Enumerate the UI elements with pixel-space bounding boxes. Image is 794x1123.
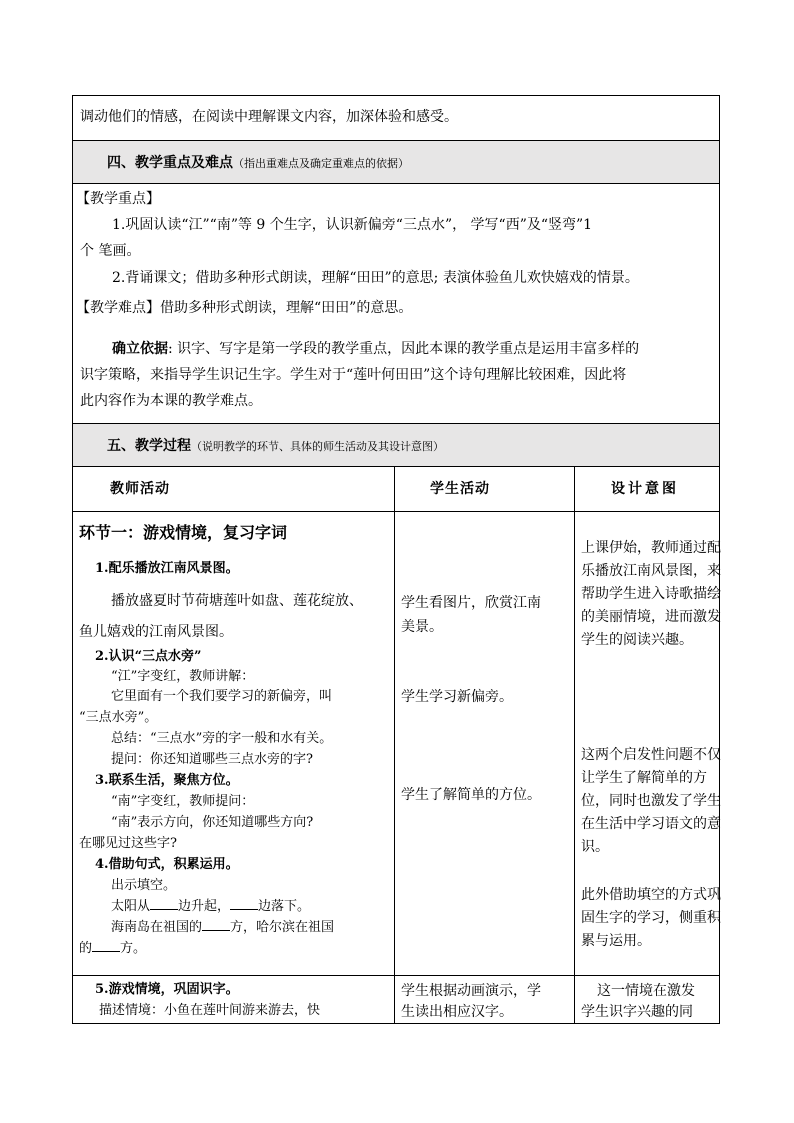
header-student: 学生活动 <box>430 481 490 497</box>
segment-title: 环节一：游戏情境，复习字词 <box>79 523 288 542</box>
step2-line5: 提问：你还知道哪些三点水旁的字? <box>111 752 313 767</box>
key-point-1b: 个 笔画。 <box>80 243 141 259</box>
fill-blank-sentence-2: 海南岛在祖国的 方，哈尔滨在祖国 <box>111 920 335 935</box>
difficulty-label: 【教学难点】 <box>76 300 160 316</box>
column-divider-2 <box>574 466 575 1024</box>
section4-content <box>72 183 720 424</box>
step2-title: 2.认识“三点水旁” <box>95 649 202 664</box>
table-body <box>72 511 720 976</box>
basis-line-3: 此内容作为本课的教学难点。 <box>80 393 262 409</box>
step1-text-a: 播放盛夏时节荷塘莲叶如盘、莲花绽放、 <box>111 593 363 609</box>
step5-line1: 描述情境：小鱼在莲叶间游来游去，快 <box>99 1003 321 1018</box>
step1-title: 1.配乐播放江南风景图。 <box>95 561 239 576</box>
blank-4 <box>92 939 120 952</box>
intro-row <box>72 95 720 141</box>
step3-line2: “南”表示方向，你还知道哪些方向? <box>111 815 314 830</box>
student-activity-2: 学生学习新偏旁。 <box>401 689 513 705</box>
student-activity-3: 学生了解简单的方位。 <box>401 787 541 803</box>
section5-heading: 五、教学过程（说明教学的环节、具体的师生活动及其设计意图） <box>107 438 444 454</box>
step2-line2: 它里面有一个我们要学习的新偏旁，叫 <box>111 689 333 704</box>
step2-line1: “江”字变红，教师讲解： <box>111 669 255 684</box>
table-body-2 <box>72 975 720 1024</box>
fill-blank-sentence-1: 太阳从 边升起， 边落下。 <box>111 899 311 914</box>
step3-line1: “南”字变红，教师提问： <box>111 794 255 809</box>
section4-heading: 四、教学重点及难点（指出重难点及确定重难点的依据） <box>107 155 409 171</box>
key-point-1a: 1.巩固认读“江”“南”等 9 个生字，认识新偏旁“三点水”， 学写“西”及“竖弯”1 <box>112 217 593 233</box>
difficulty <box>76 297 412 319</box>
section5-heading-row <box>72 423 720 467</box>
step1-text-b: 鱼儿嬉戏的江南风景图。 <box>79 624 233 640</box>
intro-text: 调动他们的情感，在阅读中理解课文内容，加深体验和感受。 <box>80 109 458 125</box>
difficulty-text: 借助多种形式朗读，理解“田田”的意思。 <box>160 300 413 316</box>
step2-line3: “三点水旁”。 <box>79 710 158 725</box>
step4-title: 4.借助句式，积累运用。 <box>95 857 239 872</box>
step3-title: 3.联系生活，聚焦方位。 <box>95 773 239 788</box>
step2-line4: 总结：“三点水”旁的字一般和水有关。 <box>111 731 333 746</box>
student-activity-1b: 美景。 <box>401 619 443 635</box>
section5-note: （说明教学的环节、具体的师生活动及其设计意图） <box>191 440 444 453</box>
student-activity-1a: 学生看图片，欣赏江南 <box>401 595 541 611</box>
design-intent-4a: 这一情境在激发 <box>597 983 695 999</box>
section4-note: （指出重难点及确定重难点的依据） <box>233 157 409 170</box>
key-label: 【教学重点】 <box>76 191 160 207</box>
student-activity-5a: 学生根据动画演示，学 <box>401 983 541 999</box>
step4-line1: 出示填空。 <box>111 878 177 893</box>
blank-3 <box>202 918 230 931</box>
blank-2 <box>230 897 258 910</box>
step5-title: 5.游戏情境，巩固识字。 <box>95 982 239 997</box>
header-design: 设计意图 <box>611 481 679 497</box>
table-header-row <box>72 466 720 512</box>
design-intent-4b: 学生识字兴趣的同 <box>581 1004 693 1020</box>
design-intent-1: 上课伊始，教师通过配乐播放江南风景图，来帮助学生进入诗歌描绘的美丽情境，进而激发学生的阅读兴趣。 <box>581 540 721 648</box>
key-point-2: 2.背诵课文；借助多种形式朗读，理解“田田”的意思; 表演体验鱼儿欢快嬉戏的情景。 <box>112 270 639 286</box>
basis-line-2: 识字策略，来指导学生识记生字。学生对于“莲叶何田田”这个诗句理解比较困难，因此将 <box>80 367 627 383</box>
basis-line-1: 确立依据: 识字、写字是第一学段的教学重点，因此本课的教学重点是运用丰富多样的 <box>112 341 640 357</box>
design-intent-2: 这两个启发性问题不仅让学生了解简单的方位，同时也激发了学生在生活中学习语文的意识。 <box>581 747 721 855</box>
blank-1 <box>150 897 178 910</box>
column-divider-1 <box>394 466 395 1024</box>
design-intent-3: 此外借助填空的方式巩固生字的学习，侧重积累与运用。 <box>581 887 721 949</box>
section4-heading-row <box>72 140 720 184</box>
student-activity-5b: 生读出相应汉字。 <box>401 1004 513 1020</box>
step3-line3: 在哪见过这些字? <box>79 836 177 851</box>
header-teacher: 教师活动 <box>110 481 170 497</box>
basis-label: 确立依据 <box>112 341 168 357</box>
fill-blank-sentence-3: 的 方。 <box>79 941 147 956</box>
